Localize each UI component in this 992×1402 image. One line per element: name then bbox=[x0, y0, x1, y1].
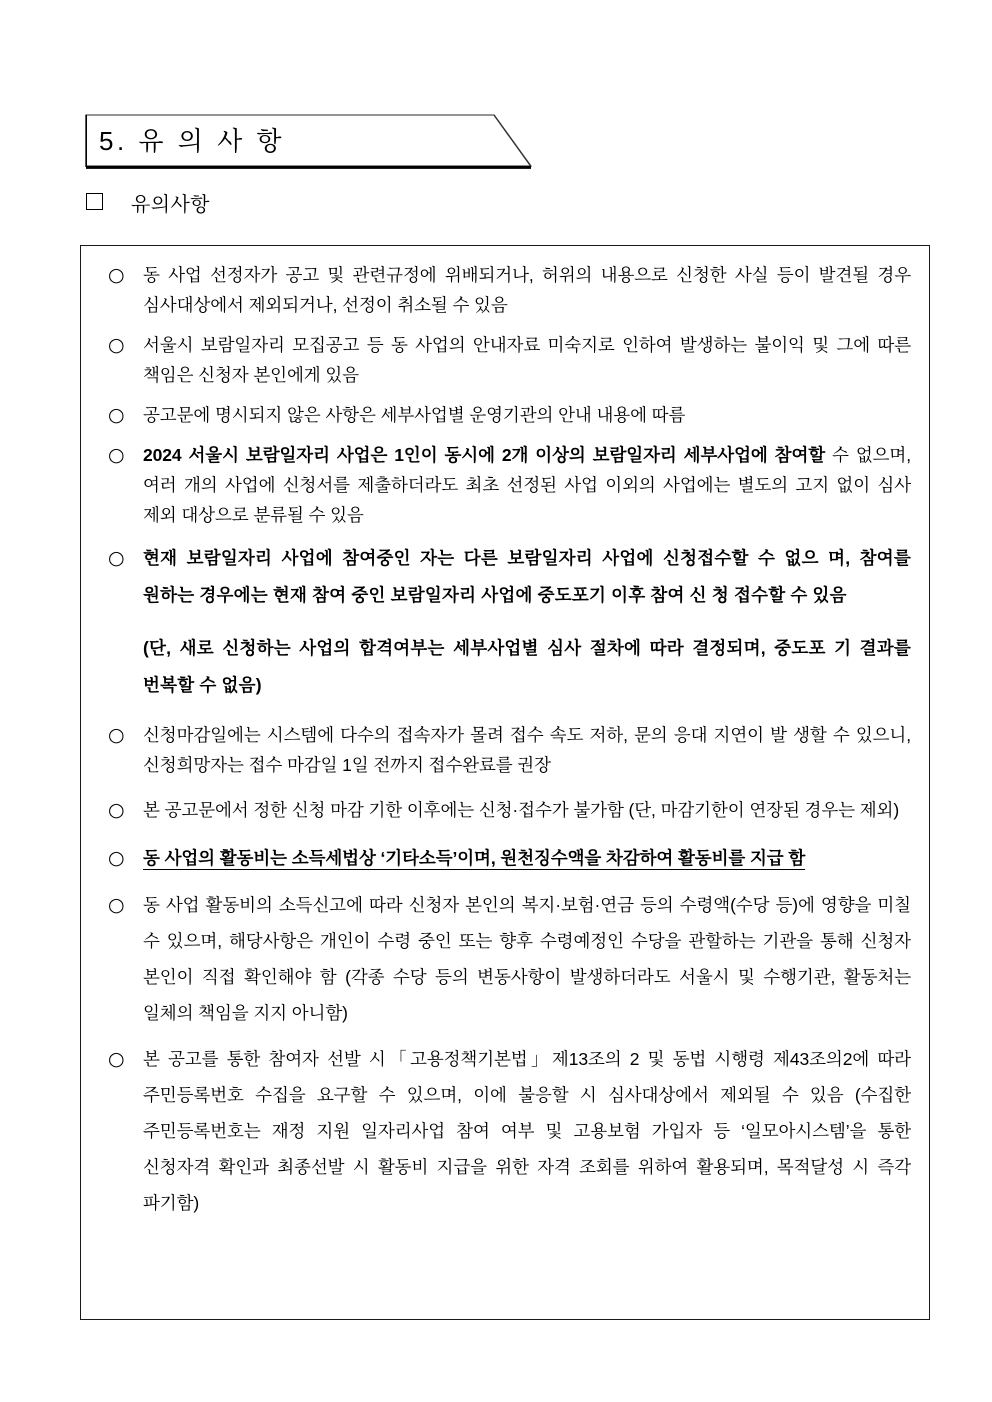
notice-item-text: 공고문에 명시되지 않은 사항은 세부사업별 운영기관의 안내 내용에 따름 bbox=[143, 405, 686, 425]
notice-item-text: 동 사업의 활동비는 소득세법상 ‘기타소득’이며, 원천징수액을 차감하여 활동비를 지급 함 bbox=[143, 848, 806, 868]
notice-item-text: 서울시 보람일자리 모집공고 등 동 사업의 안내자료 미숙지로 인하여 발생하는 불이익 및 그에 따른 책임은 신청자 본인에게 있음 bbox=[143, 335, 911, 385]
notice-item-rest: 수 없으며, 여러 개의 사업에 신청서를 제출하더라도 최초 선정된 사업 이외의 사업에는 별도의 고지 없이 심사 제외 대상으로 분류될 수 있음 bbox=[143, 445, 912, 525]
circle-bullet-icon: ○ bbox=[108, 1048, 125, 1070]
notice-item bbox=[99, 400, 911, 430]
circle-bullet-icon: ○ bbox=[108, 894, 125, 916]
notice-item-text: 현재 보람일자리 사업에 참여중인 자는 다른 보람일자리 사업에 신청접수할 수 없으 며, 참여를 원하는 경우에는 현재 참여 중인 보람일자리 사업에 중도포기 이후 참여 신 청 접수할 수 있음 bbox=[143, 548, 911, 605]
circle-bullet-icon: ○ bbox=[108, 444, 125, 466]
circle-bullet-icon: ○ bbox=[108, 724, 125, 746]
notice-item bbox=[99, 790, 911, 830]
circle-bullet-icon: ○ bbox=[108, 547, 125, 569]
notice-item bbox=[99, 330, 911, 390]
circle-bullet-icon: ○ bbox=[108, 799, 125, 821]
notice-item bbox=[99, 887, 911, 1031]
notice-item bbox=[99, 260, 911, 320]
notice-item-text bbox=[143, 440, 911, 530]
notice-item bbox=[99, 720, 911, 780]
notice-item bbox=[99, 540, 911, 614]
notice-item-text: 본 공고문에서 정한 신청 마감 기한 이후에는 신청·접수가 불가함 (단, 마감기한이 연장된 경우는 제외) bbox=[143, 800, 900, 820]
notice-item-first-line: 2024 서울시 보람일자리 사업은 1인이 동시에 2개 이상의 보람일자리 세부사업에 참여할 bbox=[143, 445, 826, 465]
subheading-label: 유의사항 bbox=[131, 194, 210, 216]
subheading bbox=[86, 193, 210, 217]
notice-item bbox=[99, 1041, 911, 1221]
notice-item-text: 동 사업 선정자가 공고 및 관련규정에 위배되거나, 허위의 내용으로 신청한 사실 등이 발견될 경우 심사대상에서 제외되거나, 선정이 취소될 수 있음 bbox=[143, 265, 911, 315]
notice-content-box bbox=[80, 245, 930, 1320]
notice-item-text: 본 공고를 통한 참여자 선발 시「고용정책기본법」제13조의 2 및 동법 시행령 제43조의2에 따라 주민등록번호 수집을 요구할 수 있으며, 이에 불응할 시 심사대상에서 제외될 수 있음 (수집한 주민등록번호는 재정 지원 일자리사업 참여 여부 및 고용보험 가입자 등 ‘일모아시스템’을 통한 신청자격 확인과 최종선발 시 활동비 지급을 위한 자격 조회를 위하여 활용되며, 목적달성 시 즉각 파기함) bbox=[143, 1049, 911, 1213]
circle-bullet-icon: ○ bbox=[108, 264, 125, 286]
notice-item bbox=[99, 440, 911, 530]
section-title: 5. 유 의 사 항 bbox=[99, 126, 286, 156]
notice-item-note-text: (단, 새로 신청하는 사업의 합격여부는 세부사업별 심사 절차에 따라 결정되며, 중도포 기 결과를 번복할 수 없음) bbox=[143, 638, 911, 695]
circle-bullet-icon: ○ bbox=[108, 404, 125, 426]
notice-item-note bbox=[99, 630, 911, 704]
section-banner bbox=[85, 114, 535, 170]
circle-bullet-icon: ○ bbox=[108, 847, 125, 869]
notice-item-emphasised bbox=[99, 840, 911, 877]
square-checkbox-icon bbox=[86, 193, 103, 210]
notice-item-text: 신청마감일에는 시스템에 다수의 접속자가 몰려 접수 속도 저하, 문의 응대 지연이 발 생할 수 있으니, 신청희망자는 접수 마감일 1일 전까지 접수완료를 권장 bbox=[143, 725, 911, 775]
notice-item-text: 동 사업 활동비의 소득신고에 따라 신청자 본인의 복지·보험·연금 등의 수령액(수당 등)에 영향을 미칠 수 있으며, 해당사항은 개인이 수령 중인 또는 향후 수령예정인 수당을 관할하는 기관을 통해 신청자 본인이 직접 확인해야 함 (각종 수당 등의 변동사항이 발생하더라도 서울시 및 수행기관, 활동처는 일체의 책임을 지지 아니함) bbox=[143, 895, 911, 1023]
circle-bullet-icon: ○ bbox=[108, 334, 125, 356]
